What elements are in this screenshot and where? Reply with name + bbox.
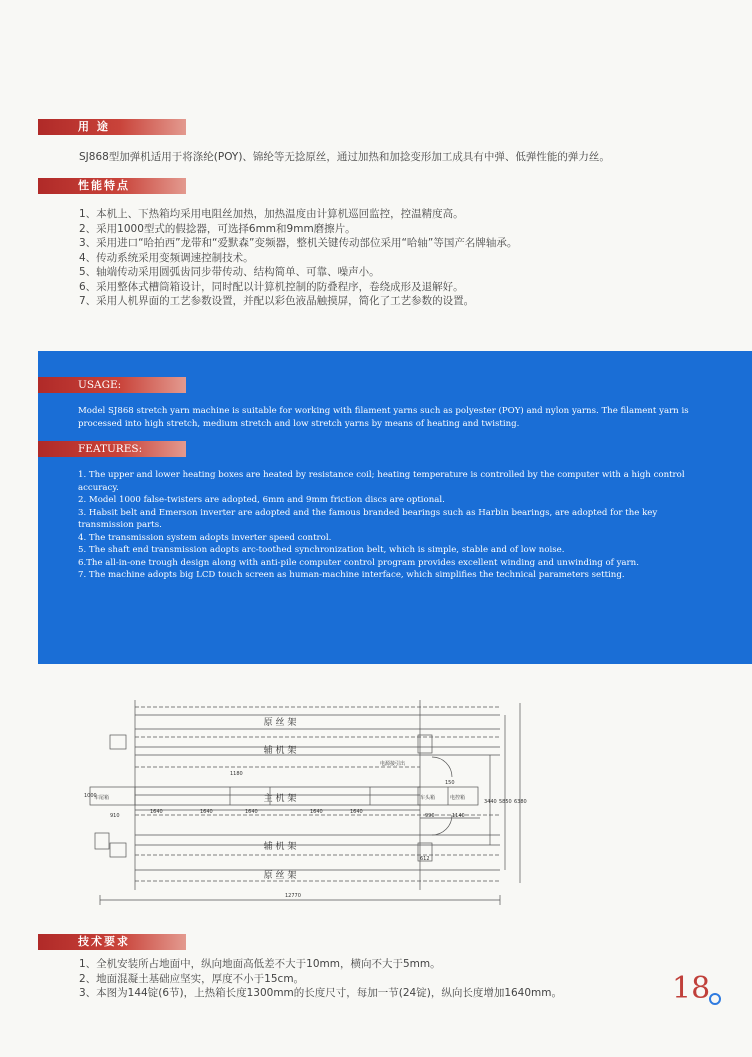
features-en-item: 1. The upper and lower heating boxes are heated by resistance coil; heating temperature is controlled by the computer with a high control accuracy. <box>78 470 685 493</box>
features-cn-item: 5、轴端传动采用圆弧齿同步带传动、结构简单、可靠、噪声小。 <box>79 266 380 278</box>
dim-label: 3440 <box>484 799 497 805</box>
page-number: 18 <box>672 971 711 1006</box>
requirements-item: 3、本图为144锭(6节)，上热箱长度1300mm的长度尺寸，每加一节(24锭)，纵向长度增加1640mm。 <box>79 987 563 999</box>
aux-frame-bottom-label: 辅 机 架 <box>263 842 297 852</box>
usage-en-header: USAGE: <box>38 377 186 393</box>
dim-label: 1140 <box>452 813 465 819</box>
drawing-lines <box>90 700 520 905</box>
requirements-item: 2、地面混凝土基础应坚实，厚度不小于15cm。 <box>79 972 305 985</box>
dim-label: 12770 <box>285 893 301 899</box>
control-box-label: 电控箱 <box>450 795 466 801</box>
features-en-item: 7. The machine adopts big LCD touch screen as human-machine interface, which simplifies the technical parameters setting. <box>78 570 625 580</box>
requirements-item: 1、全机安装所占地面中，纵向地面高低差不大于10mm，横向不大于5mm。 <box>79 958 441 970</box>
features-en-item: 6.The all-in-one trough design along with anti-pile computer control program provides excellent winding and unwinding of yarn. <box>78 557 639 568</box>
features-cn-item: 1、本机上、下热箱均采用电阻丝加热，加热温度由计算机巡回监控，控温精度高。 <box>79 208 464 220</box>
dim-label: 1000 <box>84 793 97 799</box>
page-number-dot-icon <box>709 993 721 1005</box>
dim-label: 1640 <box>150 809 163 815</box>
features-cn-header: 性能特点 <box>38 178 186 194</box>
features-cn-list <box>79 207 517 309</box>
aux-frame-top-label: 辅 机 架 <box>263 746 297 756</box>
tail-box-label: 车尾箱 <box>94 795 110 801</box>
dim-label: 5850 <box>499 799 512 805</box>
dim-label: 990 <box>425 813 435 819</box>
features-cn-item: 6、采用整体式槽筒箱设计，同时配以计算机控制的防叠程序，卷绕成形及退解好。 <box>79 280 464 293</box>
dim-label: 6380 <box>514 799 527 805</box>
usage-en-text: Model SJ868 stretch yarn machine is suitable for working with filament yarns such as polyester (POY) and nylon yarns. The filament yarn is processed into high stretch, medium stretch and low stretch yarns by means of heating and twisting. <box>78 406 689 429</box>
main-frame-label: 主 机 架 <box>263 794 297 804</box>
dim-label: 612 <box>420 856 430 862</box>
features-cn-item: 3、采用进口“哈拍西”龙带和“爱默森”变频器，整机关键传动部位采用“哈轴”等国产名牌轴承。 <box>79 237 518 249</box>
head-box-label: 车头箱 <box>420 795 436 801</box>
features-en-item: 2. Model 1000 false-twisters are adopted, 6mm and 9mm friction discs are optional. <box>78 495 445 505</box>
requirements-header: 技术要求 <box>38 934 186 950</box>
creel-bottom-label: 原 丝 架 <box>263 871 297 881</box>
dim-label: 910 <box>110 813 120 819</box>
power-lead-label: 电源接引出 <box>380 761 406 767</box>
dim-label: 1180 <box>230 771 243 777</box>
machine-layout-drawing <box>80 695 540 915</box>
features-cn-item: 2、采用1000型式的假捻器，可选择6mm和9mm磨擦片。 <box>79 222 356 235</box>
usage-cn-text: SJ868型加弹机适用于将涤纶(POY)、锦纶等无捻原丝，通过加热和加捻变形加工成具有中弹、低弹性能的弹力丝。 <box>79 151 610 163</box>
dim-label: 1640 <box>310 809 323 815</box>
dim-label: 1640 <box>245 809 258 815</box>
features-en-item: 3. Habsit belt and Emerson inverter are adopted and the famous branded bearings such as Harbin bearings, are adopted for the key transmission parts. <box>78 507 658 530</box>
features-en-item: 4. The transmission system adopts inverter speed control. <box>78 532 332 543</box>
requirements-list <box>79 957 562 1001</box>
dim-label: 1640 <box>350 809 363 815</box>
dim-label: 1640 <box>200 809 213 815</box>
features-en-header: FEATURES: <box>38 441 186 457</box>
features-en-item: 5. The shaft end transmission adopts arc-toothed synchronization belt, which is simple, stable and of low noise. <box>78 545 565 555</box>
usage-cn-header: 用 途 <box>38 119 186 135</box>
creel-top-label: 原 丝 架 <box>263 718 297 728</box>
features-cn-item: 7、采用人机界面的工艺参数设置，并配以彩色液晶触摸屏，简化了工艺参数的设置。 <box>79 295 475 307</box>
features-cn-item: 4、传动系统采用变频调速控制技术。 <box>79 251 254 264</box>
dim-label: 150 <box>445 780 455 786</box>
features-en-list <box>78 469 706 582</box>
